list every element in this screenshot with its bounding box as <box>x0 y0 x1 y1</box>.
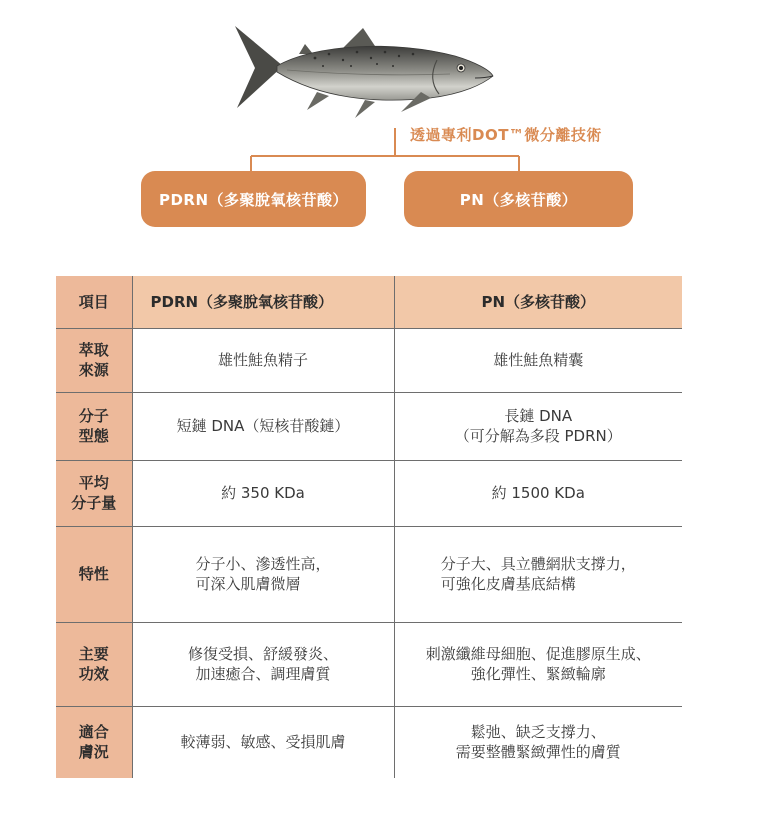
pn-cell: 約 1500 KDa <box>394 460 682 526</box>
pdrn-cell: 較薄弱、敏感、受損肌膚 <box>132 706 394 778</box>
table-row <box>56 526 682 622</box>
table-row <box>56 460 682 526</box>
table-header-row <box>56 276 682 328</box>
table-row <box>56 392 682 460</box>
pdrn-cell: 約 350 KDa <box>132 460 394 526</box>
row-label: 平均 分子量 <box>56 460 132 526</box>
pdrn-cell: 雄性鮭魚精子 <box>132 328 394 392</box>
technology-label: 透過專利DOT™微分離技術 <box>410 126 602 144</box>
pn-cell: 刺激纖維母細胞、促進膠原生成、 強化彈性、緊緻輪廓 <box>394 622 682 706</box>
pn-pill: PN（多核苷酸） <box>404 171 633 227</box>
table-row <box>56 328 682 392</box>
header-pn: PN（多核苷酸） <box>394 276 682 328</box>
row-label: 適合 膚況 <box>56 706 132 778</box>
row-label: 萃取 來源 <box>56 328 132 392</box>
table-row <box>56 622 682 706</box>
table-row <box>56 706 682 778</box>
comparison-table <box>56 276 682 778</box>
row-label: 特性 <box>56 526 132 622</box>
row-label: 分子 型態 <box>56 392 132 460</box>
pn-cell: 雄性鮭魚精囊 <box>394 328 682 392</box>
header-pdrn: PDRN（多聚脫氧核苷酸） <box>132 276 394 328</box>
row-label: 主要 功效 <box>56 622 132 706</box>
pn-cell: 鬆弛、缺乏支撐力、 需要整體緊緻彈性的膚質 <box>455 723 621 762</box>
header-item: 項目 <box>56 276 132 328</box>
pdrn-cell: 短鏈 DNA（短核苷酸鏈） <box>132 392 394 460</box>
pn-cell: 長鏈 DNA （可分解為多段 PDRN） <box>394 392 682 460</box>
pdrn-pill: PDRN（多聚脫氧核苷酸） <box>141 171 366 227</box>
pn-cell: 分子大、具立體網狀支撐力， 可強化皮膚基底結構 <box>394 526 682 622</box>
pdrn-cell: 修復受損、舒緩發炎、 加速癒合、調理膚質 <box>132 622 394 706</box>
salmon-illustration <box>225 22 500 122</box>
pdrn-cell: 分子小、滲透性高， 可深入肌膚微層 <box>132 526 394 622</box>
